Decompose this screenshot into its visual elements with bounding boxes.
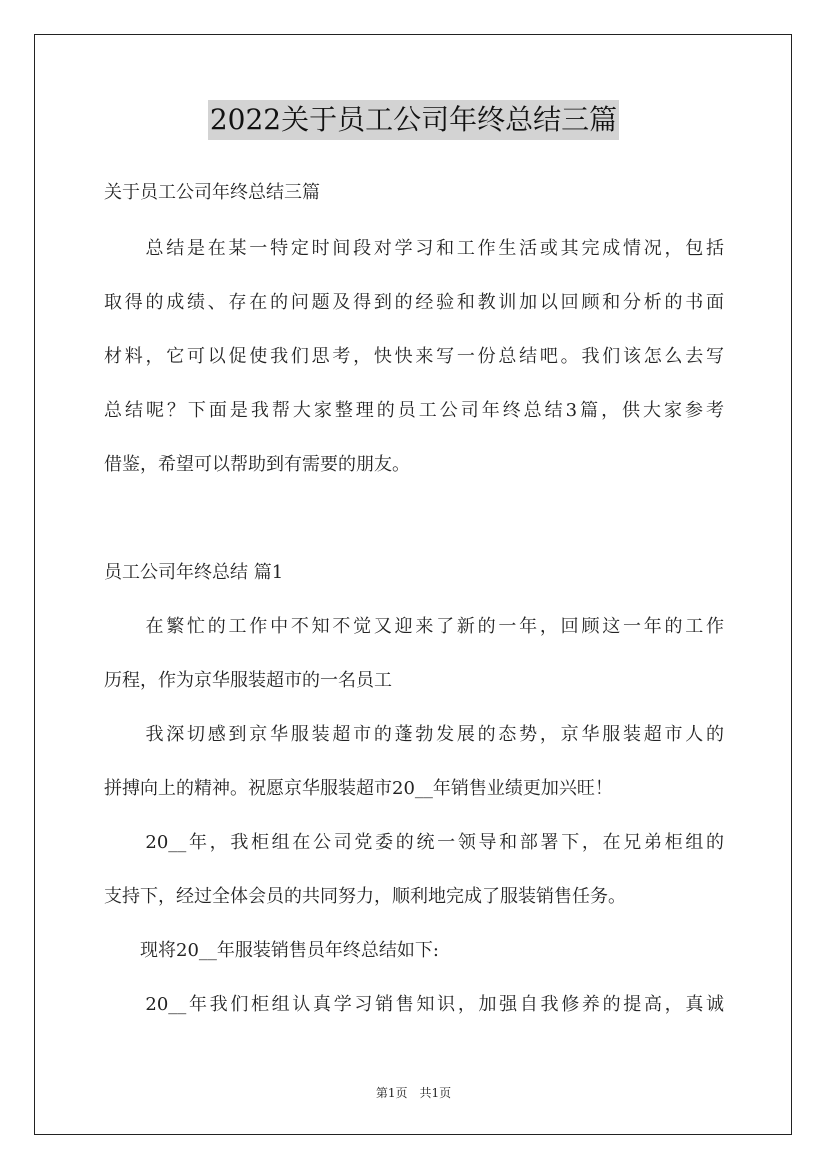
section-heading: 员工公司年终总结 篇1 (104, 562, 284, 583)
body-line: 20__年，我柜组在公司党委的统一领导和部署下，在兄弟柜组的 (104, 832, 724, 853)
document-title: 2022关于员工公司年终总结三篇 (208, 100, 619, 140)
title-container (0, 100, 827, 140)
body-line: 我深切感到京华服装超市的蓬勃发展的态势，京华服装超市人的 (104, 724, 724, 745)
body-line: 材料，它可以促使我们思考，快快来写一份总结吧。我们该怎么去写 (104, 346, 724, 367)
body-line: 历程，作为京华服装超市的一名员工 (104, 670, 392, 691)
body-line: 现将20__年服装销售员年终总结如下: (104, 940, 439, 961)
body-line: 总结呢？下面是我帮大家整理的员工公司年终总结3篇，供大家参考 (104, 400, 724, 421)
body-line: 拼搏向上的精神。祝愿京华服装超市20__年销售业绩更加兴旺！ (104, 778, 613, 799)
body-line: 支持下，经过全体会员的共同努力，顺利地完成了服装销售任务。 (104, 886, 626, 907)
page-footer: 第1页 共1页 (375, 1086, 452, 1100)
body-line: 取得的成绩、存在的问题及得到的经验和教训加以回顾和分析的书面 (104, 292, 724, 313)
body-line: 总结是在某一特定时间段对学习和工作生活或其完成情况，包括 (104, 238, 724, 259)
body-line: 借鉴，希望可以帮助到有需要的朋友。 (104, 454, 410, 475)
subtitle-line: 关于员工公司年终总结三篇 (104, 182, 320, 203)
body-line: 20__年我们柜组认真学习销售知识，加强自我修养的提高，真诚 (104, 994, 724, 1015)
body-line: 在繁忙的工作中不知不觉又迎来了新的一年，回顾这一年的工作 (104, 616, 724, 637)
